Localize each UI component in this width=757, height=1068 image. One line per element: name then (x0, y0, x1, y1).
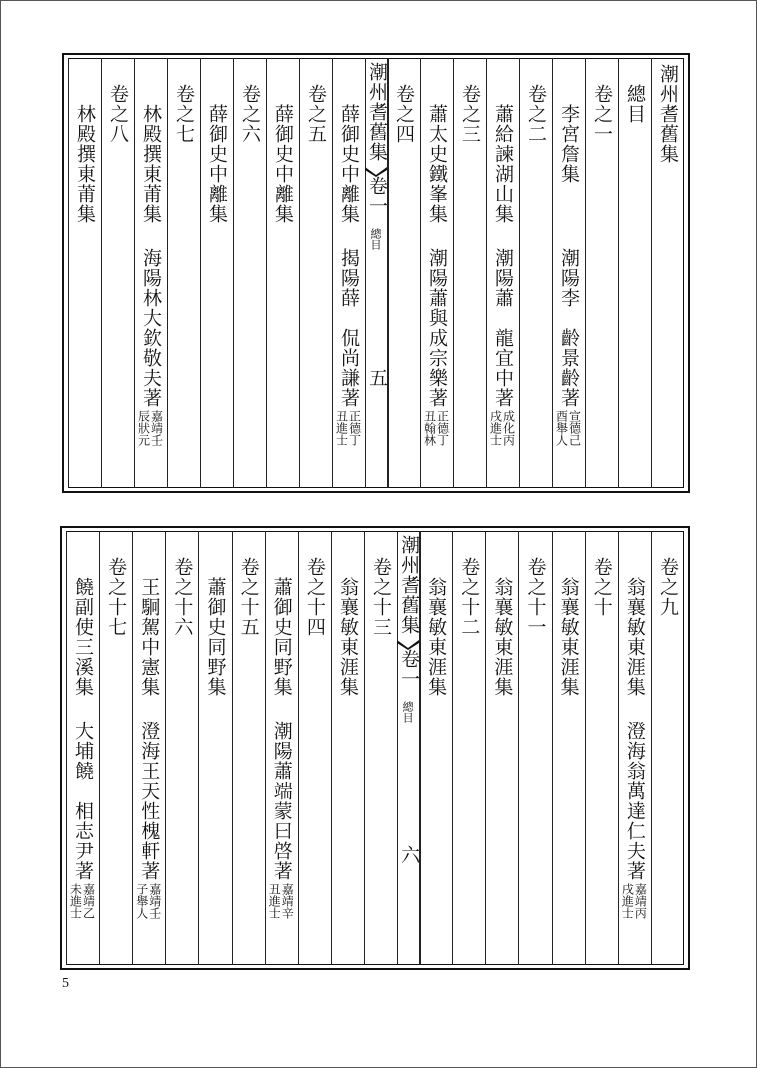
column-author-text: 揭陽薛 侃尚謙著 (338, 248, 360, 408)
column-main-text: 總目 (624, 64, 646, 124)
column-note-text: 子舉人 (134, 883, 149, 919)
column-rule (453, 58, 454, 488)
top-page-columns (68, 58, 684, 488)
column-main-text: 翁襄敏東涯集 (425, 537, 448, 697)
column-main-text: 卷之三 (459, 64, 481, 144)
column-note-text: 正德丁 (435, 410, 450, 446)
column-author-text: 大埔饒 相志尹著 (72, 721, 95, 881)
column-author-text: 海陽林大欽敬夫著 (140, 248, 162, 408)
column-main-text: 林殿撰東莆集 (140, 64, 162, 224)
column-rule (266, 58, 267, 488)
column-rule (585, 58, 586, 488)
fishtail-mark (365, 162, 387, 172)
column-rule (232, 531, 233, 965)
column-rule (132, 531, 133, 965)
column-note-text: 酉舉人 (554, 410, 569, 446)
column-rule (651, 58, 652, 488)
column-main-text: 卷之十 (590, 537, 613, 617)
column-rule (265, 531, 266, 965)
column-note-text: 辰狀元 (136, 410, 151, 446)
column-rule (618, 531, 619, 965)
column-main-text: 翁襄敏東涯集 (336, 537, 359, 697)
column-main-text: 卷之九 (656, 537, 679, 617)
column-note-text: 正德丁 (347, 410, 362, 446)
column-main-text: 卷之八 (107, 64, 129, 144)
column-rule (519, 58, 520, 488)
column-main-text: 卷之六 (239, 64, 261, 144)
column-main-text: 卷之五 (305, 64, 327, 144)
column-note-text: 丑翰林 (422, 410, 437, 446)
column-main-text: 卷之十一 (524, 537, 547, 637)
column-author-text: 潮陽蕭端蒙曰啓著 (270, 721, 293, 881)
column-rule (233, 58, 234, 488)
column-main-text: 翁襄敏東涯集 (557, 537, 580, 697)
column-main-text: 卷之十二 (458, 537, 481, 637)
column-main-text: 卷之一 (591, 64, 613, 144)
column-note-text: 嘉靖壬 (149, 410, 164, 446)
column-author-text: 澄海翁萬達仁夫著 (623, 721, 646, 881)
column-note-text: 戌進士 (488, 410, 503, 446)
column-main-text: 卷之十六 (171, 537, 194, 637)
section-label: 總目 (369, 228, 382, 250)
column-main-text: 翁襄敏東涯集 (623, 537, 646, 697)
column-rule (485, 531, 486, 965)
leaf-number: 五 (366, 368, 388, 388)
column-main-text: 卷之十三 (370, 537, 393, 637)
column-note-text: 嘉靖丙 (633, 883, 648, 919)
column-rule (200, 58, 201, 488)
column-note-text: 嘉靖壬 (147, 883, 162, 919)
column-author-text: 潮陽蕭 龍宜中著 (492, 248, 514, 408)
column-rule (68, 58, 69, 488)
column-note-text: 丑進士 (334, 410, 349, 446)
column-rule (618, 58, 619, 488)
column-rule (651, 531, 652, 965)
running-title: 潮州耆舊集 (366, 62, 388, 162)
running-title: 潮州耆舊集 (398, 535, 421, 635)
juan-label: 卷一 (366, 176, 388, 216)
column-rule (165, 531, 166, 965)
column-main-text: 卷之二 (525, 64, 547, 144)
column-main-text: 饒副使三溪集 (72, 537, 95, 697)
column-rule (298, 531, 299, 965)
column-rule (101, 58, 102, 488)
column-rule (452, 531, 453, 965)
column-main-text: 王駉駕中憲集 (138, 537, 161, 697)
column-note-text: 嘉靖乙 (81, 883, 96, 919)
column-rule (552, 531, 553, 965)
column-main-text: 潮州耆舊集 (657, 64, 679, 164)
column-rule (585, 531, 586, 965)
column-note-text: 戌進士 (620, 883, 635, 919)
juan-label: 卷一 (398, 649, 421, 689)
column-rule (518, 531, 519, 965)
column-main-text: 卷之四 (393, 64, 415, 144)
column-author-text: 澄海王天性槐軒著 (138, 721, 161, 881)
leaf-number: 六 (398, 845, 421, 865)
column-main-text: 卷之七 (173, 64, 195, 144)
column-main-text: 翁襄敏東涯集 (491, 537, 514, 697)
column-main-text: 卷之十五 (237, 537, 260, 637)
column-rule (331, 531, 332, 965)
section-label: 總目 (401, 701, 415, 723)
bottom-page-columns (66, 531, 684, 965)
column-note-text: 嘉靖辛 (280, 883, 295, 919)
column-rule (420, 58, 421, 488)
column-main-text: 卷之十四 (303, 537, 326, 637)
column-author-text: 潮陽蕭與成宗樂著 (426, 248, 448, 408)
column-rule (552, 58, 553, 488)
column-main-text: 薛御史中離集 (206, 64, 228, 224)
page-number: 5 (62, 976, 69, 991)
column-main-text: 薛御史中離集 (338, 64, 360, 224)
column-author-text: 潮陽李 齡景齡著 (558, 248, 580, 408)
column-note-text: 宣德己 (567, 410, 582, 446)
column-main-text: 林殿撰東莆集 (74, 64, 96, 224)
column-main-text: 卷之十七 (105, 537, 128, 637)
column-main-text: 蕭御史同野集 (270, 537, 293, 697)
column-rule (299, 58, 300, 488)
column-note-text: 未進士 (68, 883, 83, 919)
column-note-text: 成化丙 (501, 410, 516, 446)
column-rule (167, 58, 168, 488)
column-rule (66, 531, 67, 965)
column-rule (99, 531, 100, 965)
column-rule (332, 58, 333, 488)
column-main-text: 蕭給諫湖山集 (492, 64, 514, 224)
column-rule (486, 58, 487, 488)
column-main-text: 蕭太史鐵峯集 (426, 64, 448, 224)
column-main-text: 李宮詹集 (558, 64, 580, 184)
column-rule (134, 58, 135, 488)
fishtail-mark (397, 635, 419, 645)
column-main-text: 薛御史中離集 (272, 64, 294, 224)
column-main-text: 蕭御史同野集 (204, 537, 227, 697)
column-rule (364, 531, 365, 965)
column-rule (198, 531, 199, 965)
column-note-text: 丑進士 (267, 883, 282, 919)
